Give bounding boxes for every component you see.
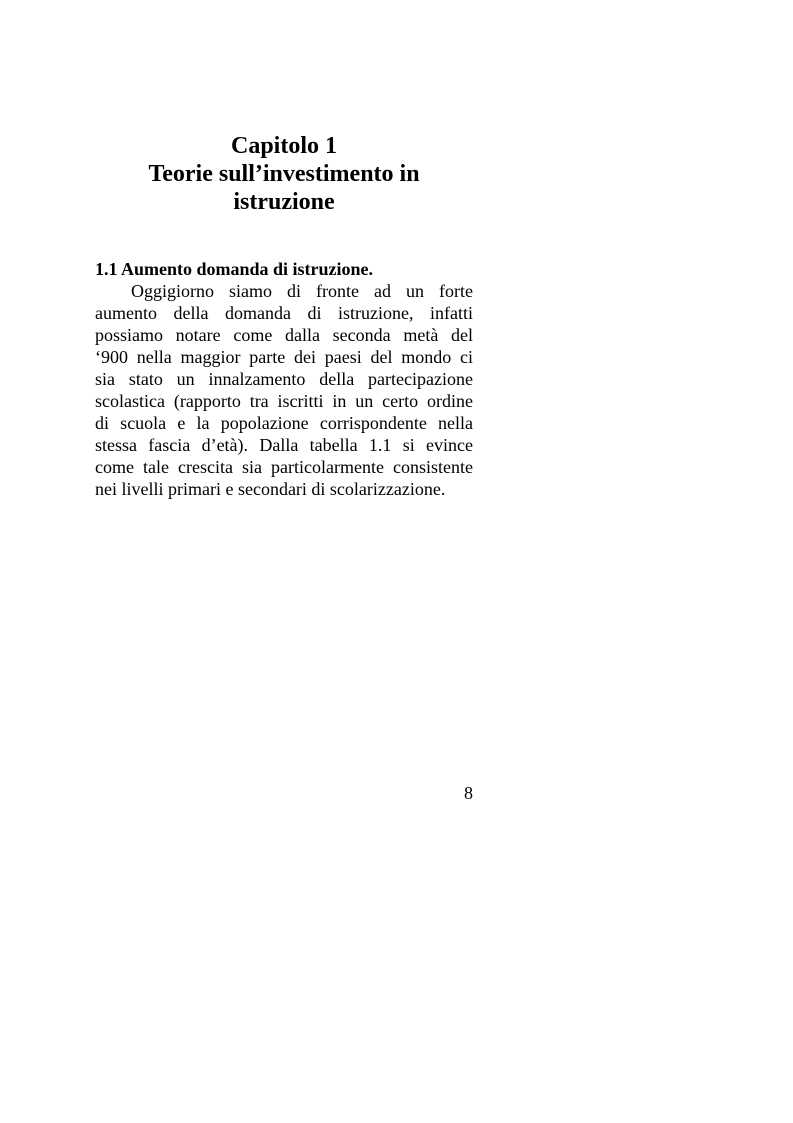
chapter-title-line-2: istruzione [233, 189, 335, 215]
chapter-title-line-1: Teorie sull’investimento in [148, 161, 420, 187]
chapter-number: Capitolo 1 [230, 133, 337, 159]
paragraph-line: Oggigiorno siamo di fronte ad un forte [131, 281, 473, 301]
paragraph-line: stessa fascia d’età). Dalla tabella 1.1 si evince [95, 435, 473, 455]
chapter-heading [95, 132, 473, 216]
paragraph-line: sia stato un innalzamento della partecipazione [95, 369, 473, 389]
paragraph-line: scolastica (rapporto tra iscritti in un certo ordine [95, 391, 473, 411]
paragraph-line: aumento della domanda di istruzione, infatti [95, 303, 473, 323]
paragraph-line: ‘900 nella maggior parte dei paesi del mondo ci [95, 347, 473, 367]
page-number: 8 [464, 783, 473, 803]
paragraph-line: di scuola e la popolazione corrispondente nella [95, 413, 473, 433]
paragraph-line: possiamo notare come dalla seconda metà del [95, 325, 473, 345]
section-body-paragraph [95, 280, 473, 500]
paragraph-line: come tale crescita sia particolarmente consistente [95, 457, 473, 477]
section-title: 1.1 Aumento domanda di istruzione. [95, 259, 374, 279]
paragraph-line: nei livelli primari e secondari di scolarizzazione. [95, 479, 446, 499]
